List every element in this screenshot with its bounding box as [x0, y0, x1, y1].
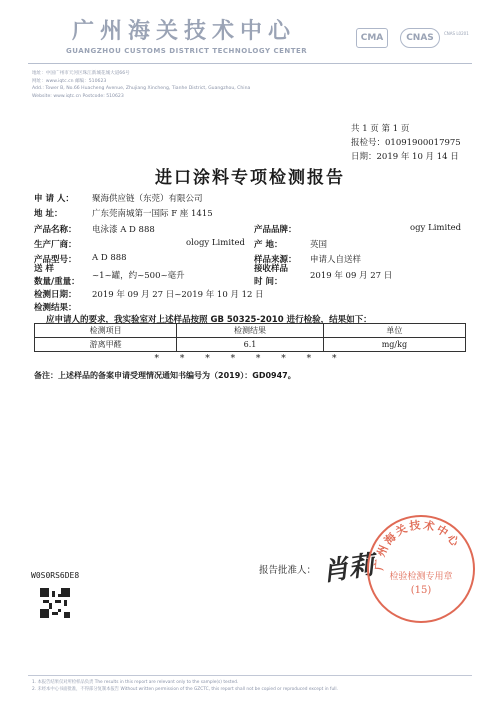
table-row: [35, 338, 466, 352]
table-header: 单位: [323, 324, 465, 338]
origin-value: 英国: [310, 240, 328, 250]
footer-note-1: 1. 本报告结果仅对所检样品负责 The results in this report are relevant only to the sample(s) tested.: [32, 680, 239, 685]
remark: 备注：上述样品的备案申请受理情况通知书编号为（2019）：GD0947。: [34, 371, 296, 380]
manufacturer-value: ology Limited: [186, 238, 245, 248]
table-header-row: [35, 324, 466, 338]
model-label: 产品型号：: [34, 255, 77, 265]
org-name-cn: 广州海关技术中心: [72, 19, 297, 44]
address-en: Add.: Tower B, No.66 Huacheng Avenue, Zhujiang Xincheng, Tianhe District, Guangzhou, China: [32, 86, 251, 91]
product-name-label: 产品名称：: [34, 225, 77, 235]
cnas-id: CNAS L0201: [444, 31, 469, 36]
stamp-org: 广州海关技术中心: [372, 518, 463, 571]
official-stamp: [367, 515, 475, 623]
received-label: 接收样品: [254, 264, 289, 274]
footer-divider: [28, 675, 472, 676]
end-stars: * * * * * * * *: [154, 354, 346, 364]
report-date: 日期：2019 年 10 月 14 日: [351, 152, 459, 162]
stamp-sub: 检验检测专用章: [389, 572, 453, 582]
cma-logo: CMA: [356, 28, 388, 48]
brand-label: 产品品牌：: [254, 225, 297, 235]
quantity-value: ~1~罐，约~500~毫升: [92, 271, 185, 281]
qr-code-icon: [40, 588, 70, 618]
report-title: 进口涂料专项检测报告: [155, 168, 345, 188]
page-indicator: 共 1 页 第 1 页: [351, 124, 410, 134]
signature: 肖莉: [320, 550, 377, 588]
website: Website: www.iqtc.cn Postcode: 510623: [32, 94, 124, 99]
brand-value: ogy Limited: [410, 223, 462, 233]
sample-label: 送 样: [34, 264, 54, 274]
test-statement: 应申请人的要求，我实验室对上述样品按照 GB 50325-2010 进行检验，结果如下：: [46, 315, 372, 325]
applicant-label: 申 请 人：: [34, 194, 74, 204]
svg-text:广州海关技术中心: [372, 517, 464, 570]
origin-label: 产 地：: [254, 240, 283, 250]
address-cn: 地址：中国广州市天河区珠江新城花城大道66号: [32, 71, 130, 76]
contact-cn: 网址：www.iqtc.cn 邮编：510623: [32, 79, 107, 84]
cnas-logo: CNAS: [400, 28, 440, 48]
footer-note-2: 2. 未经本中心书面批准，不得部分复制本报告 Without written permission of the GZCTC, this report shall not be copied or reproduced except in full.: [32, 687, 338, 692]
result-label: 检测结果：: [34, 303, 77, 313]
report-number: 报检号：01091900017975: [351, 138, 461, 148]
model-value: A D 888: [92, 253, 127, 263]
table-header: 检测项目: [35, 324, 177, 338]
results-table: [34, 323, 466, 352]
table-cell: mg/kg: [323, 338, 465, 352]
source-value: 申请人自送样: [310, 255, 362, 265]
approver-label: 报告批准人：: [259, 565, 317, 576]
table-header: 检测结果: [177, 324, 324, 338]
received-label-2: 时 间：: [254, 277, 283, 287]
quantity-label: 数量/重量：: [34, 277, 80, 287]
applicant-value: 聚海供应链（东莞）有限公司: [92, 194, 203, 204]
test-date-value: 2019 年 09 月 27 日~2019 年 10 月 12 日: [92, 290, 264, 300]
address-label: 地 址：: [34, 209, 63, 219]
received-value: 2019 年 09 月 27 日: [310, 271, 393, 281]
stamp-num: (15): [410, 585, 432, 596]
manufacturer-label: 生产厂商：: [34, 240, 77, 250]
product-name-value: 电泳漆 A D 888: [92, 225, 155, 235]
header-divider: [28, 63, 472, 64]
table-cell: 6.1: [177, 338, 324, 352]
test-date-label: 检测日期：: [34, 290, 77, 300]
source-label: 样品来源：: [254, 255, 297, 265]
document-code: W0S0RS6DE8: [31, 571, 80, 580]
org-name-en: GUANGZHOU CUSTOMS DISTRICT TECHNOLOGY CENTER: [66, 47, 308, 55]
table-cell: 游离甲醛: [35, 338, 177, 352]
address-value: 广东莞南城第一国际 F 座 1415: [92, 209, 213, 219]
